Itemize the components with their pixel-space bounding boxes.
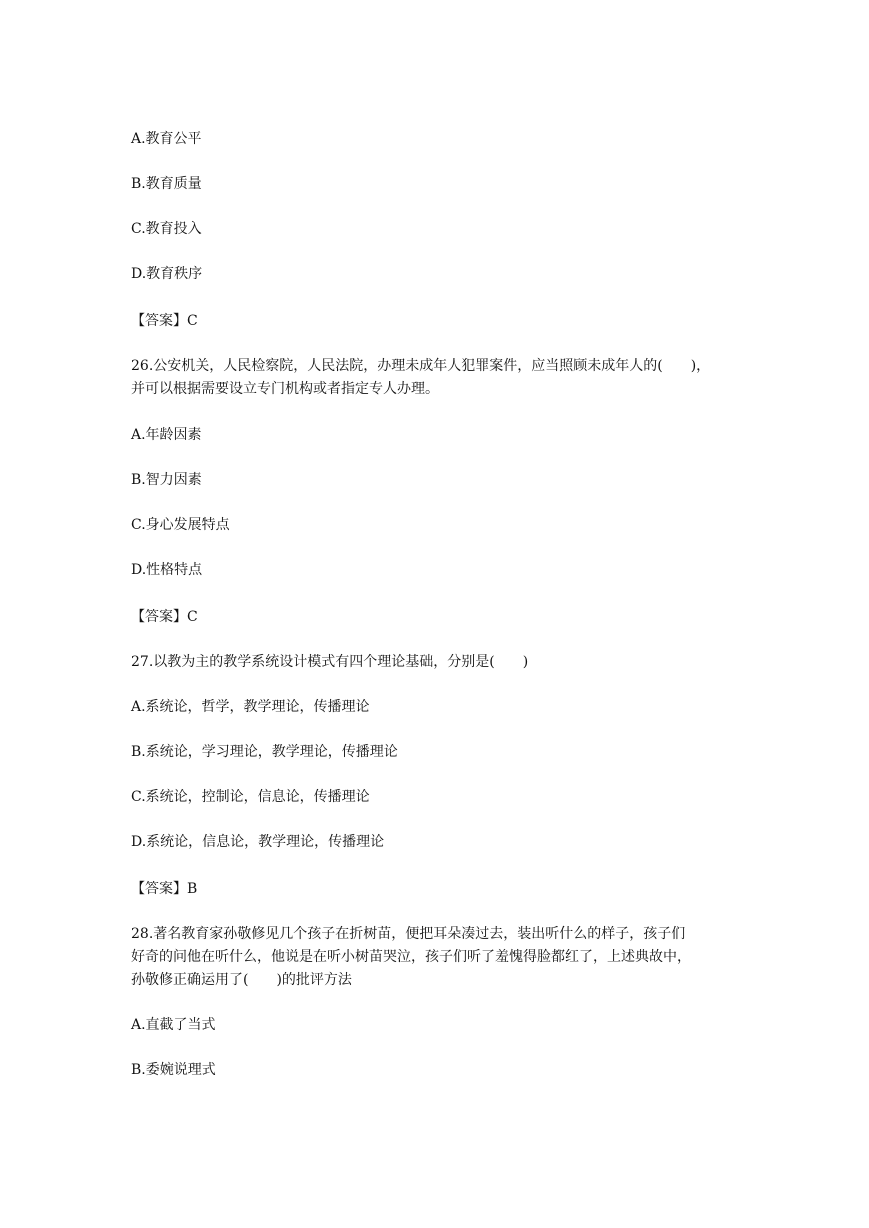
q27-option-a: A.系统论，哲学，教学理论，传播理论 (131, 699, 370, 715)
q27-option-c: C.系统论，控制论，信息论，传播理论 (131, 789, 370, 805)
q26-answer: 【答案】C (131, 609, 198, 625)
q25-option-c: C.教育投入 (131, 221, 202, 237)
q28-option-b: B.委婉说理式 (131, 1062, 216, 1078)
q25-option-d: D.教育秩序 (131, 266, 203, 282)
q26-option-d: D.性格特点 (131, 562, 203, 578)
q28-stem-line-3: 孙敬修正确运用了( )的批评方法 (131, 972, 352, 988)
q27-answer: 【答案】B (131, 881, 198, 897)
q27-stem: 27.以教为主的教学系统设计模式有四个理论基础，分别是( ) (131, 654, 529, 670)
q28-stem-line-1: 28.著名教育家孙敬修见几个孩子在折树苗，便把耳朵凑过去，装出听什么的样子，孩子们 (131, 926, 686, 942)
q27-option-b: B.系统论，学习理论，教学理论，传播理论 (131, 744, 398, 760)
q26-option-b: B.智力因素 (131, 472, 202, 488)
q25-option-a: A.教育公平 (131, 131, 202, 147)
q26-stem-line-1: 26.公安机关，人民检察院，人民法院，办理未成年人犯罪案件，应当照顾未成年人的( )， (131, 358, 711, 374)
q28-stem-line-2: 好奇的问他在听什么，他说是在听小树苗哭泣，孩子们听了羞愧得脸都红了，上述典故中， (131, 949, 691, 965)
q25-answer: 【答案】C (131, 313, 198, 329)
q27-option-d: D.系统论，信息论，教学理论，传播理论 (131, 834, 385, 850)
q25-option-b: B.教育质量 (131, 176, 202, 192)
q26-option-c: C.身心发展特点 (131, 517, 230, 533)
q26-option-a: A.年龄因素 (131, 427, 202, 443)
q28-option-a: A.直截了当式 (131, 1017, 216, 1033)
q26-stem-line-2: 并可以根据需要设立专门机构或者指定专人办理。 (131, 381, 439, 397)
